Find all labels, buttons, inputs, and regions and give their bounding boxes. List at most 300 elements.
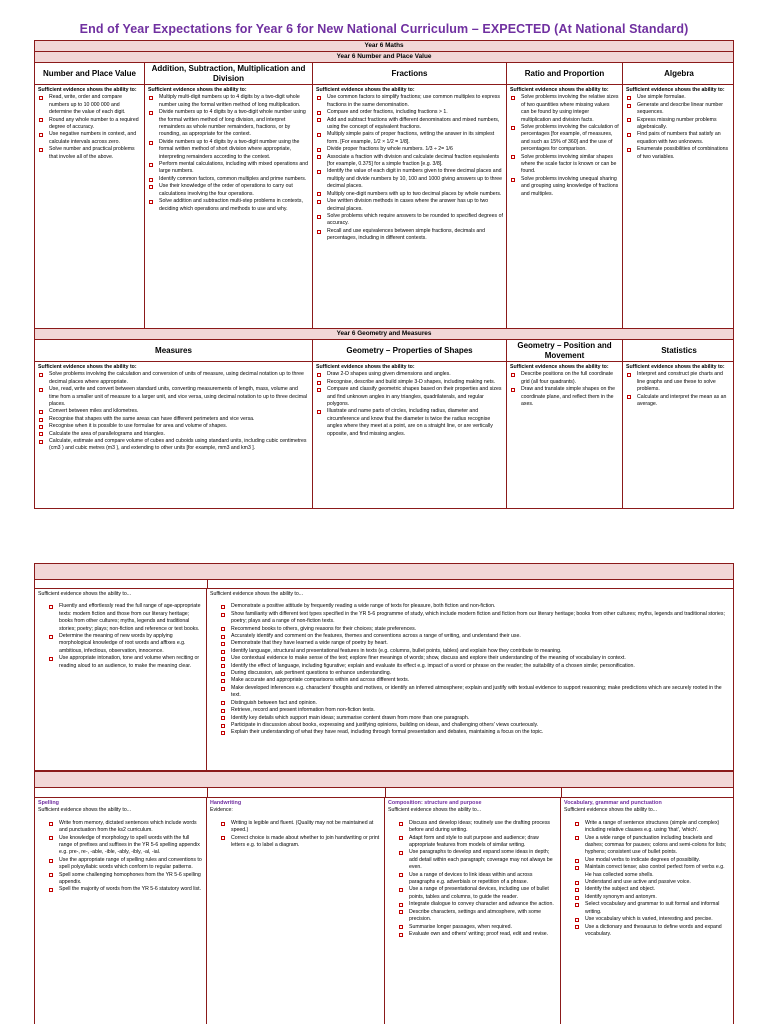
list-item	[38, 416, 309, 423]
checkbox-bullet-icon	[399, 888, 403, 892]
list-item	[316, 131, 503, 146]
checkbox-bullet-icon	[39, 388, 43, 392]
checkbox-bullet-icon	[317, 118, 321, 122]
list-item	[574, 864, 732, 879]
checkbox-bullet-icon	[221, 672, 225, 676]
col-lead: Sufficient evidence shows the ability to:	[510, 364, 609, 370]
checkbox-bullet-icon	[39, 133, 43, 137]
list-item	[148, 176, 309, 183]
list-item	[220, 648, 732, 655]
list-item	[626, 102, 732, 117]
reading-left	[35, 589, 207, 770]
list-item	[510, 94, 619, 124]
list	[210, 820, 381, 850]
col-heading: Algebra	[623, 63, 734, 85]
list-item	[38, 386, 309, 408]
list-item-text: Multiply one-digit numbers with up to two decimal places by whole numbers.	[327, 190, 502, 197]
list	[210, 603, 732, 736]
list-item	[398, 931, 557, 938]
list-item-text: Explain their understanding of what they have read, including through formal presentation and debates, maintaining a focus on the topic.	[231, 729, 544, 736]
checkbox-bullet-icon	[317, 148, 321, 152]
checkbox-bullet-icon	[317, 155, 321, 159]
list-item	[626, 117, 732, 132]
col-spelling	[35, 798, 207, 1024]
list-item	[398, 872, 557, 887]
checkbox-bullet-icon	[149, 185, 153, 189]
list-item-text: Round any whole number to a required degree of accuracy.	[49, 116, 139, 131]
checkbox-bullet-icon	[317, 215, 321, 219]
list-item-text: Write a range of sentence structures (simple and complex) including relative clauses e.g. using 'that', 'which'.	[585, 819, 720, 834]
checkbox-bullet-icon	[221, 716, 225, 720]
writing-band	[35, 772, 733, 788]
list-item	[316, 228, 503, 243]
list-item	[38, 131, 141, 146]
checkbox-bullet-icon	[149, 178, 153, 182]
list-item-text: Solve number and practical problems that involve all of the above.	[49, 146, 135, 160]
col-measures	[35, 340, 313, 508]
checkbox-bullet-icon	[149, 141, 153, 145]
col-lead: Sufficient evidence shows the ability to:	[38, 364, 137, 370]
list-item	[316, 109, 503, 116]
list-item-text: Divide numbers up to 4 digits by a two-digit number using the formal written method of short division where appropriate, interpreting remainders according to the context.	[159, 138, 300, 160]
checkbox-bullet-icon	[49, 859, 53, 863]
list-item	[148, 109, 309, 139]
list-item-text: Retrieve, record and present information from non-fiction texts.	[231, 707, 375, 714]
list-item	[316, 371, 503, 378]
list-item-text: Discuss and develop ideas; routinely use the drafting process before and during writing.	[409, 819, 551, 834]
list-item	[38, 117, 141, 132]
list-item-text: Integrate dialogue to convey character and advance the action.	[409, 901, 554, 908]
list-item	[574, 857, 732, 864]
list-item-text: Generate and describe linear number sequences.	[637, 101, 723, 116]
list-item	[316, 117, 503, 132]
checkbox-bullet-icon	[221, 627, 225, 631]
checkbox-bullet-icon	[221, 635, 225, 639]
list-item	[316, 168, 503, 190]
checkbox-bullet-icon	[511, 126, 515, 130]
checkbox-bullet-icon	[221, 657, 225, 661]
checkbox-bullet-icon	[317, 192, 321, 196]
col-handwriting	[207, 798, 385, 1024]
list-item	[220, 655, 732, 662]
list-item	[316, 386, 503, 408]
checkbox-bullet-icon	[317, 200, 321, 204]
col-lead: Sufficient evidence shows the ability to:	[626, 364, 725, 370]
list-item-text: During discussion, ask pertinent questions to enhance understanding.	[231, 670, 392, 677]
list-item	[148, 183, 309, 198]
list-item	[574, 901, 732, 916]
list-item	[220, 603, 732, 610]
checkbox-bullet-icon	[627, 104, 631, 108]
list-item-text: Illustrate and name parts of circles, including radius, diameter and circumference and know that the diameter is twice the radius recognise angles where they meet at a point, are on a straight line, or are vertically opposite, and find missing angles.	[327, 408, 493, 437]
col-lead: Sufficient evidence shows the ability to:	[510, 87, 609, 93]
list-item-text: Use the appropriate range of spelling rules and conventions to spell polysyllabic words which conform to regular patterns.	[59, 856, 202, 871]
list	[626, 94, 732, 161]
list-item-text: Identify synonym and antonym.	[585, 893, 657, 900]
list-item-text: Use paragraphs to develop and expand some ideas in depth; add detail within each paragraph; coverage may not always be even.	[409, 849, 553, 871]
checkbox-bullet-icon	[317, 373, 321, 377]
checkbox-bullet-icon	[317, 381, 321, 385]
checkbox-bullet-icon	[399, 851, 403, 855]
list-item	[316, 379, 503, 386]
reading-right	[207, 589, 734, 770]
list-item-text: Compare and order fractions, including fractions > 1.	[327, 109, 448, 116]
list-item	[316, 94, 503, 109]
list-item-text: Solve problems involving the relative sizes of two quantities where missing values can be found by using integer multiplication and division facts.	[521, 94, 619, 123]
list-item-text: Spell some challenging homophones from the YR 5-6 spelling appendix.	[59, 871, 201, 886]
list-item	[574, 924, 732, 939]
list-item	[510, 371, 619, 386]
list-item	[220, 685, 732, 700]
checkbox-bullet-icon	[627, 395, 631, 399]
checkbox-bullet-icon	[149, 96, 153, 100]
list-item	[38, 94, 141, 116]
col-composition	[385, 798, 561, 1024]
col-lead: Sufficient evidence shows the ability to:	[38, 87, 137, 93]
checkbox-bullet-icon	[221, 724, 225, 728]
list-item-text: Use appropriate intonation, tone and volume when reciting or reading aloud to an audience, to make the meaning clear.	[59, 655, 200, 669]
checkbox-bullet-icon	[399, 836, 403, 840]
list-item-text: Correct choice is made about whether to join handwriting or print letters e.g. to label a diagram.	[231, 834, 380, 849]
list-item	[626, 146, 732, 161]
checkbox-bullet-icon	[575, 859, 579, 863]
list-item-text: Interpret and construct pie charts and line graphs and use these to solve problems.	[637, 371, 723, 393]
list	[148, 94, 309, 213]
col-topic: Vocabulary, grammar and punctuation	[564, 800, 662, 806]
list-item	[398, 820, 557, 835]
checkbox-bullet-icon	[149, 111, 153, 115]
list-item	[510, 176, 619, 198]
col-lead: Sufficient evidence shows the ability to...	[38, 807, 132, 814]
col-heading: Geometry – Properties of Shapes	[313, 340, 506, 362]
list-item-text: Multiply multi-digit numbers up to 4 digits by a two-digit whole number using the formal written method of long multiplication.	[159, 94, 301, 108]
checkbox-bullet-icon	[511, 155, 515, 159]
maths-table	[34, 40, 734, 509]
list-item-text: Determine the meaning of new words by applying morphological knowledge of root words and affixes e.g. ambitious, infectious, observation, innocence.	[59, 633, 186, 654]
list-item-text: Identify the effect of language, including figurative; explain and evaluate its effect e.g. impact of a word or phrase on the reader; the suitability of a chosen simile; personification.	[231, 662, 635, 669]
list	[510, 94, 619, 198]
checkbox-bullet-icon	[575, 903, 579, 907]
list-item	[220, 729, 732, 736]
checkbox-bullet-icon	[39, 418, 43, 422]
number-section	[35, 63, 733, 329]
list-item	[38, 408, 309, 415]
checkbox-bullet-icon	[221, 650, 225, 654]
list-item-text: Express missing number problems algebraically.	[637, 116, 717, 131]
col-topic: Spelling	[38, 800, 59, 806]
list-item	[510, 386, 619, 408]
checkbox-bullet-icon	[221, 664, 225, 668]
list	[38, 820, 203, 894]
col-position-movement	[507, 340, 623, 508]
list-item	[220, 677, 732, 684]
reading-band	[35, 564, 733, 580]
list-item-text: Writing is legible and fluent. (Quality may not be maintained at speed.)	[231, 819, 374, 834]
list-item-text: Draw and translate simple shapes on the coordinate plane, and reflect them in the axes.	[521, 386, 616, 408]
checkbox-bullet-icon	[575, 925, 579, 929]
list-item-text: Calculate and interpret the mean as an average.	[637, 393, 727, 408]
checkbox-bullet-icon	[39, 440, 43, 444]
list-item	[38, 423, 309, 430]
col-lead: Sufficient evidence shows the ability to...	[38, 591, 132, 597]
list-item	[316, 154, 503, 169]
list-item-text: Identify the value of each digit in numbers given to three decimal places and multiply and divide numbers by 10, 100 and 1000 giving answers up to three decimal places.	[327, 168, 503, 190]
list-item-text: Read, write, order and compare numbers up to 10 000 000 and determine the value of each digit.	[49, 94, 126, 116]
checkbox-bullet-icon	[399, 925, 403, 929]
checkbox-bullet-icon	[221, 822, 225, 826]
col-ratio-proportion	[507, 63, 623, 328]
list-item-text: Use contextual evidence to make sense of the text; explore finer meanings of words; show, discuss and explore their understanding of the meaning of vocabulary in context.	[231, 655, 626, 662]
list-item-text: Use simple formulae.	[637, 94, 686, 101]
list-item-text: Divide proper fractions by whole numbers. 1/3 ÷ 2= 1/6	[327, 146, 453, 153]
list-item	[220, 715, 732, 722]
list-item-text: Identify common factors, common multiples and prime numbers.	[159, 175, 307, 182]
list-item	[316, 146, 503, 153]
list-item	[148, 139, 309, 161]
list-item	[48, 886, 203, 893]
list-item	[398, 901, 557, 908]
col-topic: Composition: structure and purpose	[388, 800, 482, 806]
checkbox-bullet-icon	[575, 866, 579, 870]
checkbox-bullet-icon	[39, 118, 43, 122]
col-heading: Number and Place Value	[35, 63, 144, 85]
checkbox-bullet-icon	[627, 96, 631, 100]
list-item	[574, 886, 732, 893]
list-item-text: Draw 2-D shapes using given dimensions and angles.	[327, 371, 451, 378]
list-item-text: Use, read, write and convert between standard units, converting measurements of length, mass, volume and time from a smaller unit of measure to a larger unit, and vice versa, using decimal notation to up to three decimal places.	[49, 386, 308, 408]
checkbox-bullet-icon	[399, 873, 403, 877]
writing-table	[34, 771, 734, 1024]
list-item	[398, 924, 557, 931]
list-item-text: Solve problems which require answers to be rounded to specified degrees of accuracy.	[327, 212, 503, 227]
col-vocabulary-grammar	[561, 798, 734, 1024]
col-lead: Evidence:	[210, 807, 233, 814]
checkbox-bullet-icon	[399, 822, 403, 826]
checkbox-bullet-icon	[221, 701, 225, 705]
list-item	[398, 835, 557, 850]
list-item	[38, 146, 141, 161]
list-item	[48, 820, 203, 835]
list	[510, 371, 619, 408]
checkbox-bullet-icon	[221, 731, 225, 735]
list-item	[626, 131, 732, 146]
list-item-text: Use common factors to simplify fractions; use common multiples to express fractions in the same denomination.	[327, 94, 500, 108]
checkbox-bullet-icon	[49, 836, 53, 840]
list-item	[510, 154, 619, 176]
list-item-text: Solve problems involving similar shapes where the scale factor is known or can be found.	[521, 153, 617, 175]
list	[38, 371, 309, 452]
checkbox-bullet-icon	[221, 687, 225, 691]
list-item	[220, 820, 381, 835]
list-item-text: Convert between miles and kilometres.	[49, 408, 139, 415]
checkbox-bullet-icon	[317, 111, 321, 115]
col-lead: Sufficient evidence shows the ability to...	[564, 807, 658, 814]
checkbox-bullet-icon	[39, 96, 43, 100]
list	[626, 371, 732, 408]
list-item-text: Select vocabulary and grammar to suit formal and informal writing.	[585, 901, 720, 915]
list	[388, 820, 557, 939]
checkbox-bullet-icon	[399, 910, 403, 914]
checkbox-bullet-icon	[221, 679, 225, 683]
reading-table	[34, 563, 734, 771]
list-item	[48, 655, 203, 670]
list-item-text: Use modal verbs to indicate degrees of possibility.	[585, 856, 700, 863]
col-number-place-value	[35, 63, 145, 328]
list-item-text: Use a range of devices to link ideas within and across paragraphs e.g. adverbials or repetition of a phrase.	[409, 871, 533, 886]
checkbox-bullet-icon	[575, 918, 579, 922]
list	[564, 820, 732, 939]
list-item-text: Calculate, estimate and compare volume of cubes and cuboids using standard units, including cubic centimetres (cm3 ) and cubic metres (m3 ), and extending to other units [for example, mm3 and km3 ].	[49, 438, 307, 452]
checkbox-bullet-icon	[317, 133, 321, 137]
list-item	[574, 916, 732, 923]
list-item	[220, 611, 732, 626]
list-item	[148, 161, 309, 176]
col-lead: Sufficient evidence shows the ability to:	[316, 87, 415, 93]
list-item-text: Solve addition and subtraction multi-step problems in contexts, deciding which operations and methods to use and why.	[159, 198, 303, 212]
list-item	[398, 909, 557, 924]
list-item-text: Recognise when it is possible to use formulae for area and volume of shapes.	[49, 423, 228, 430]
checkbox-bullet-icon	[49, 888, 53, 892]
maths-band: Year 6 Maths	[35, 41, 733, 52]
list-item	[574, 820, 732, 835]
col-lead: Sufficient evidence shows the ability to...	[388, 807, 482, 814]
list-item-text: Recognise, describe and build simple 3-D shapes, including making nets.	[327, 378, 496, 385]
col-heading: Addition, Subtraction, Multiplication and Division	[145, 63, 312, 85]
list	[316, 371, 503, 438]
col-heading: Statistics	[623, 340, 734, 362]
list-item-text: Demonstrate that they have learned a wide range of poetry by heart.	[231, 640, 388, 647]
col-lead: Sufficient evidence shows the ability to:	[316, 364, 415, 370]
col-heading: Fractions	[313, 63, 506, 85]
checkbox-bullet-icon	[511, 373, 515, 377]
checkbox-bullet-icon	[49, 657, 53, 661]
col-heading: Geometry – Position and Movement	[507, 340, 622, 362]
list-item	[220, 626, 732, 633]
list-item	[316, 191, 503, 198]
col-fractions	[313, 63, 507, 328]
checkbox-bullet-icon	[399, 933, 403, 937]
list-item-text: Solve problems involving the calculation of percentages [for example, of measures, and such as 15% of 360] and the use of percentages for comparison.	[521, 124, 619, 153]
list-item	[220, 640, 732, 647]
list-item	[316, 408, 503, 438]
list-item-text: Make accurate and appropriate comparisons within and across different texts.	[231, 677, 410, 684]
checkbox-bullet-icon	[575, 888, 579, 892]
list-item-text: Participate in discussion about books, expressing and justifying opinions, building on ideas, and challenging others' views courteously.	[231, 721, 539, 728]
checkbox-bullet-icon	[49, 635, 53, 639]
checkbox-bullet-icon	[221, 709, 225, 713]
list-item-text: Use their knowledge of the order of operations to carry out calculations involving the four operations.	[159, 183, 293, 197]
checkbox-bullet-icon	[149, 200, 153, 204]
checkbox-bullet-icon	[317, 388, 321, 392]
list-item-text: Show familiarity with different text types specified in the YR 5-6 programme of study, which include modern fiction and fiction from our literary heritage; books from other cultures; myths, legends and traditional stories; poetry; plays and a range of non-fiction texts.	[231, 610, 725, 625]
list-item-text: Spell the majority of words from the YR 5-6 statutory word list.	[59, 886, 202, 893]
list-item	[48, 633, 203, 655]
checkbox-bullet-icon	[317, 170, 321, 174]
list-item-text: Use a range of presentational devices, including use of bullet points, tables and columns, to guide the reader.	[409, 886, 549, 900]
list-item	[38, 431, 309, 438]
list-item-text: Fluently and effortlessly read the full range of age-appropriate texts: modern fiction and those from our literary heritage; books from other cultures; myths, legends and traditional stories; poetry; plays; non-fiction and reference or text books.	[59, 603, 201, 632]
list-item	[626, 371, 732, 393]
list-item-text: Calculate the area of parallelograms and triangles.	[49, 430, 165, 437]
checkbox-bullet-icon	[149, 163, 153, 167]
list-item	[398, 886, 557, 901]
checkbox-bullet-icon	[39, 148, 43, 152]
list-item-text: Understand and use active and passive voice.	[585, 879, 691, 886]
list-item-text: Recall and use equivalences between simple fractions, decimals and percentages, including in different contexts.	[327, 227, 486, 242]
list-item	[38, 371, 309, 386]
list-item-text: Associate a fraction with division and calculate decimal fraction equivalents [for example, 0.375] for a simple fraction [e.g. 3/8].	[327, 153, 500, 168]
list-item-text: Multiply simple pairs of proper fractions, writing the answer in its simplest form. [For example, 1/2 × 1/2 = 1/8].	[327, 131, 495, 145]
list-item-text: Summarise longer passages, when required.	[409, 923, 512, 930]
checkbox-bullet-icon	[511, 388, 515, 392]
list-item-text: Use negative numbers in context, and calculate intervals across zero.	[49, 131, 137, 145]
list	[38, 94, 141, 161]
list-item	[48, 603, 203, 633]
list-item	[48, 857, 203, 872]
writing-subrow	[35, 788, 733, 798]
checkbox-bullet-icon	[39, 432, 43, 436]
list-item	[626, 94, 732, 101]
list-item-text: Use vocabulary which is varied, interesting and precise.	[585, 916, 713, 923]
col-topic: Handwriting	[210, 800, 242, 806]
reading-subrow	[35, 580, 733, 589]
list-item	[398, 849, 557, 871]
list-item-text: Use written division methods in cases where the answer has up to two decimal places.	[327, 198, 489, 212]
checkbox-bullet-icon	[221, 613, 225, 617]
checkbox-bullet-icon	[575, 822, 579, 826]
list-item	[220, 633, 732, 640]
checkbox-bullet-icon	[221, 642, 225, 646]
list-item-text: Add and subtract fractions with different denominators and mixed numbers, using the concept of equivalent fractions.	[327, 116, 500, 131]
list-item-text: Solve problems involving the calculation and conversion of units of measure, using decimal notation up to three decimal places where appropriate.	[49, 371, 304, 385]
list-item	[38, 438, 309, 453]
list-item	[316, 198, 503, 213]
checkbox-bullet-icon	[627, 133, 631, 137]
list-item	[574, 879, 732, 886]
geometry-section	[35, 340, 733, 508]
list-item-text: Recognise that shapes with the same areas can have different perimeters and vice versa.	[49, 415, 255, 422]
list-item-text: Demonstrate a positive attitude by frequently reading a wide range of texts for pleasure, both fiction and non-fiction.	[231, 603, 496, 610]
col-lead: Sufficient evidence shows the ability to...	[210, 591, 304, 597]
list-item-text: Perform mental calculations, including with mixed operations and large numbers.	[159, 161, 309, 175]
list-item	[220, 670, 732, 677]
list-item	[574, 835, 732, 857]
checkbox-bullet-icon	[221, 836, 225, 840]
list-item-text: Find pairs of numbers that satisfy an equation with two unknowns.	[637, 131, 721, 145]
list-item-text: Describe characters, settings and atmosphere, with some precision.	[409, 908, 542, 923]
checkbox-bullet-icon	[49, 822, 53, 826]
list-item-text: Describe positions on the full coordinate grid (all four quadrants).	[521, 371, 613, 385]
checkbox-bullet-icon	[39, 410, 43, 414]
list-item-text: Use a wide range of punctuation including brackets and dashes; commas for pauses; colons and semi-colons for lists; hyphens; consistent use of bullet points.	[585, 834, 727, 856]
list-item-text: Compare and classify geometric shapes based on their properties and sizes and find unknown angles in any triangles, quadrilaterals, and regular polygons.	[327, 386, 502, 408]
list	[38, 603, 203, 670]
list-item	[220, 722, 732, 729]
checkbox-bullet-icon	[511, 178, 515, 182]
list-item-text: Recommend books to others, giving reasons for their choices; state preferences.	[231, 625, 417, 632]
list-item	[148, 198, 309, 213]
list-item-text: Identify the subject and object.	[585, 886, 656, 893]
list-item-text: Solve problems involving unequal sharing and grouping using knowledge of fractions and multiples.	[521, 175, 619, 197]
list-item-text: Identify language, structural and presentational features in texts (e.g. columns, bullet points, tables) and explain how they contribute to meaning.	[231, 647, 562, 654]
col-addition-subtraction	[145, 63, 313, 328]
checkbox-bullet-icon	[627, 373, 631, 377]
checkbox-bullet-icon	[39, 373, 43, 377]
checkbox-bullet-icon	[575, 881, 579, 885]
col-lead: Sufficient evidence shows the ability to:	[148, 87, 247, 93]
list-item-text: Accurately identify and comment on the features, themes and conventions across a range of writing, and understand their use.	[231, 633, 521, 640]
col-algebra	[623, 63, 734, 328]
